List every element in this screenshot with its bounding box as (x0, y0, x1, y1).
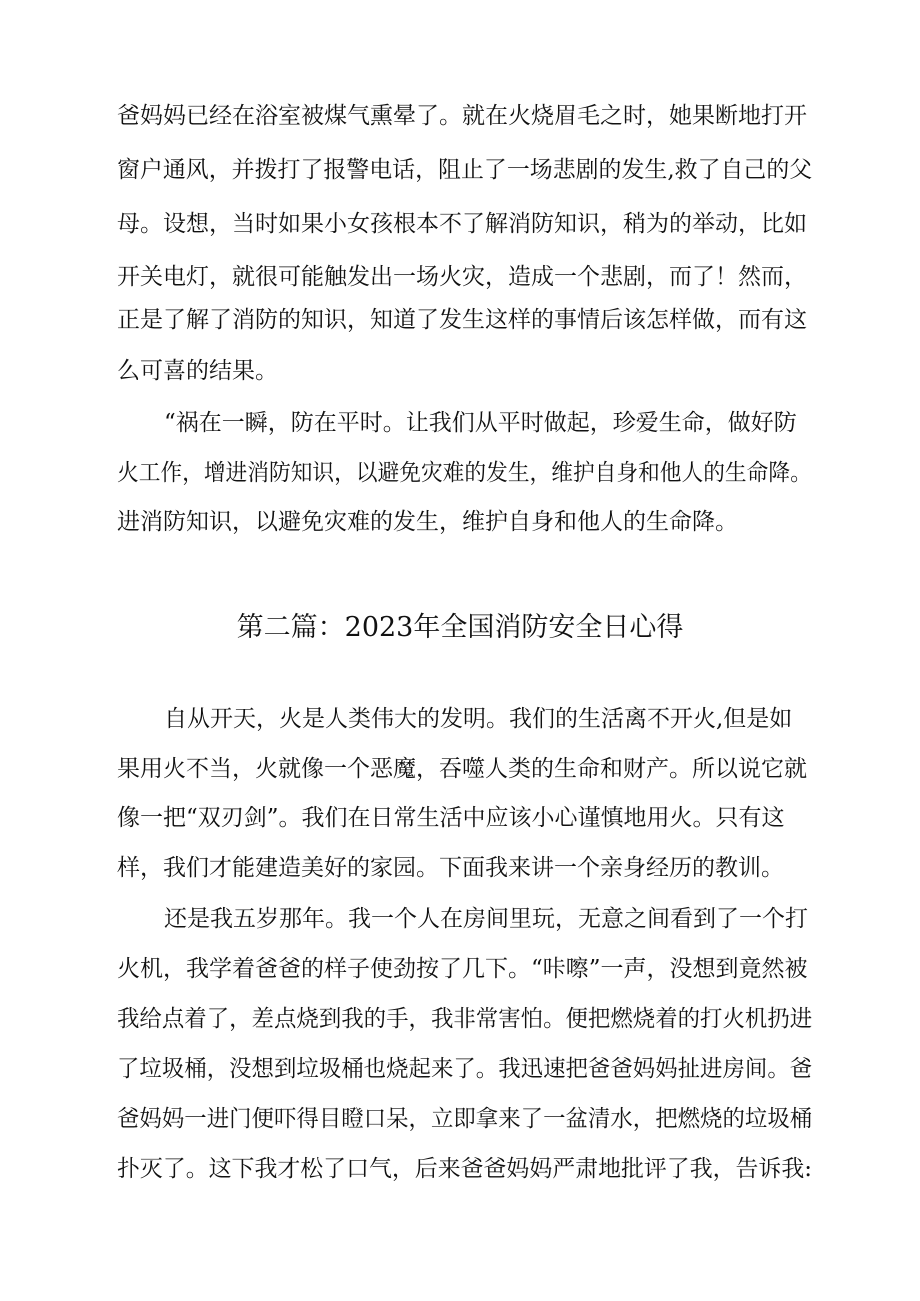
text-line: 窗户通风，并拨打了报警电话，阻止了一场悲剧的发生,救了自己的父 (117, 157, 813, 183)
text-line: 果用火不当，火就像一个恶魔，吞噬人类的生命和财产。所以说它就 (117, 756, 807, 782)
text-line: 开关电灯，就很可能触发出一场火灾，造成一个悲剧，而了！然而， (117, 264, 807, 290)
text-line: 母。设想，当时如果小女孩根本不了解消防知识，稍为的举动，比如 (117, 211, 807, 237)
text-line: 进消防知识，以避免灾难的发生，维护自身和他人的生命降。 (117, 509, 738, 535)
text-line: 火机，我学着爸爸的样子使劲按了几下。“咔嚓”一声，没想到竟然被 (117, 956, 808, 982)
text-line: 样，我们才能建造美好的家园。下面我来讲一个亲身经历的教训。 (117, 855, 784, 881)
section-heading: 第二篇：2023年全国消防安全日心得 (236, 612, 684, 643)
text-line: 正是了解了消防的知识，知道了发生这样的事情后该怎样做，而有这 (117, 307, 807, 333)
text-line: 么可喜的结果。 (117, 358, 278, 384)
text-line: 爸妈妈一进门便吓得目瞪口呆，立即拿来了一盆清水，把燃烧的垃圾桶 (117, 1106, 813, 1132)
text-line: 像一把“双刃剑”。我们在日常生活中应该小心谨慎地用火。只有这 (117, 805, 785, 831)
text-line: 扑灭了。这下我才松了口气，后来爸爸妈妈严肃地批评了我，告诉我: (117, 1156, 812, 1182)
text-line: 爸妈妈已经在浴室被煤气熏晕了。就在火烧眉毛之时，她果断地打开 (117, 103, 807, 129)
text-line: 自从开天，火是人类伟大的发明。我们的生活离不开火,但是如 (164, 706, 793, 732)
text-line: 火工作，增进消防知识，以避免灾难的发生，维护自身和他人的生命降。 (117, 460, 812, 486)
text-line: “祸在一瞬，防在平时。让我们从平时做起，珍爱生命，做好防 (164, 410, 797, 436)
text-line: 我给点着了，差点烧到我的手，我非常害怕。便把燃烧着的打火机扔进 (117, 1006, 813, 1032)
text-line: 还是我五岁那年。我一个人在房间里玩，无意之间看到了一个打 (164, 906, 808, 932)
text-line: 了垃圾桶，没想到垃圾桶也烧起来了。我迅速把爸爸妈妈扯进房间。爸 (117, 1056, 813, 1082)
